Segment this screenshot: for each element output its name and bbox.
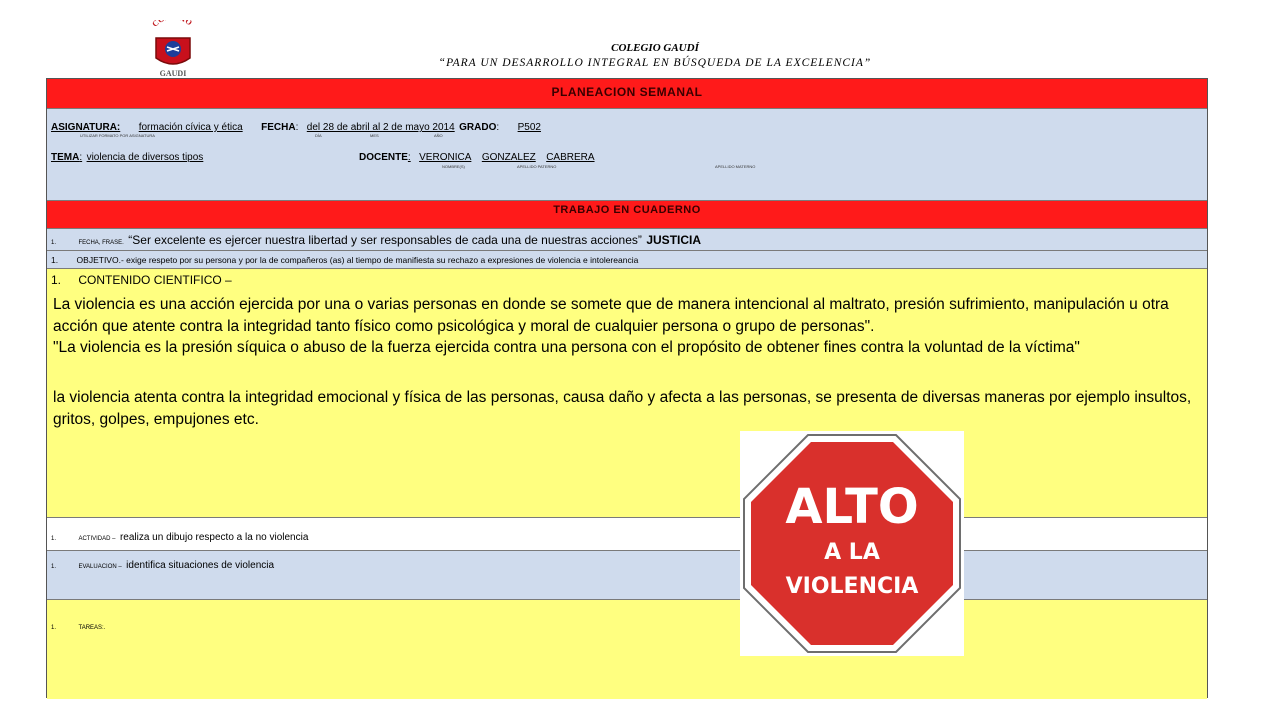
- grade-value: P502: [517, 122, 541, 133]
- content-row: [47, 269, 1207, 518]
- grade-label: GRADO: [459, 122, 497, 133]
- topic-label: TEMA: [51, 152, 80, 163]
- teacher-label: DOCENTE: [359, 152, 408, 163]
- school-name: COLEGIO GAUDÍ: [611, 42, 699, 54]
- evaluation-label: EVALUACION –: [78, 564, 122, 570]
- planning-sheet: [46, 78, 1208, 698]
- date-phrase-row: [47, 229, 1207, 251]
- homework-number: 1.: [51, 625, 57, 631]
- homework-label: TAREAS:.: [78, 625, 106, 631]
- hint-day: DÍA: [315, 133, 322, 138]
- evaluation-number: 1.: [51, 564, 57, 570]
- subject-value: formación cívica y ética: [138, 122, 243, 133]
- stop-sign-line-3: VIOLENCIA: [785, 574, 919, 599]
- planning-title-row: [47, 79, 1207, 109]
- stop-sign-line-1: ALTO: [785, 479, 919, 535]
- notebook-work-row: [47, 201, 1207, 229]
- subject-label: ASIGNATURA:: [51, 122, 121, 133]
- info-block: [47, 109, 1207, 201]
- evaluation-text: identifica situaciones de violencia: [126, 560, 275, 571]
- date-label: FECHA: [261, 122, 296, 133]
- hint-month: MES: [370, 133, 379, 138]
- teacher-maternal-surname: CABRERA: [546, 152, 595, 163]
- date-phrase-quote: “Ser excelente es ejercer nuestra libertad y ser responsables de cada una de nuestras acciones”: [128, 233, 642, 247]
- activity-number: 1.: [51, 536, 57, 542]
- activity-row: [47, 518, 1207, 551]
- subject-line: ASIGNATURA: formación cívica y ética FECHA: del 28 de abril al 2 de mayo 2014 GRADO: P502: [51, 117, 555, 135]
- svg-text:COLEGIO: [150, 20, 193, 29]
- topic-line: TEMA: violencia de diversos tipos: [51, 147, 207, 165]
- hint-names: NOMBRE(S): [442, 164, 465, 169]
- logo-text-top: C O: [150, 20, 194, 29]
- teacher-line: DOCENTE: VERONICA GONZALEZ CABRERA: [359, 152, 595, 163]
- objective-number: 1.: [51, 255, 59, 265]
- notebook-work-title: TRABAJO EN CUADERNO: [553, 204, 701, 216]
- hint-subject: UTILIZAR FORMATO POR ASIGNATURA: [80, 133, 155, 138]
- teacher-first-name: VERONICA: [419, 152, 472, 163]
- date-value: del 28 de abril al 2 de mayo 2014: [306, 122, 455, 133]
- objective-text: OBJETIVO.- exige respeto por su persona y por la de compañeros (as) al tiempo de manifiesta su rechazo a expresiones de violencia e intolereancia: [76, 255, 639, 265]
- homework-row: [47, 600, 1207, 699]
- content-heading: CONTENIDO CIENTIFICO –: [78, 273, 232, 287]
- school-motto: “PARA UN DESARROLLO INTEGRAL EN BÚSQUEDA DE LA EXCELENCIA”: [438, 57, 872, 69]
- content-paragraph-3: la violencia atenta contra la integridad emocional y física de las personas, causa daño y afecta a las personas, se presenta de diversas maneras por ejemplo insultos, gritos, golpes, empujones etc.: [53, 389, 1192, 428]
- content-heading-line: [51, 273, 232, 287]
- activity-label: ACTIVIDAD –: [78, 536, 116, 542]
- date-phrase-value: JUSTICIA: [646, 233, 702, 247]
- objective-row: [47, 251, 1207, 269]
- stop-violence-sign: [740, 431, 964, 656]
- content-paragraph-2: "La violencia es la presión síquica o abuso de la fuerza ejercida contra una persona con el propósito de obtener fines contra la voluntad de la víctima": [53, 339, 1080, 356]
- hint-paternal: APELLIDO PATERNO: [517, 164, 557, 169]
- logo-text-bottom: GAUDI: [159, 69, 187, 78]
- hint-maternal: APELLIDO MATERNO: [715, 164, 756, 169]
- date-phrase-label: FECHA, FRASE.: [78, 240, 124, 246]
- hint-year: AÑO: [434, 133, 443, 138]
- teacher-paternal-surname: GONZALEZ: [481, 152, 536, 163]
- planning-title: PLANEACION SEMANAL: [551, 85, 703, 99]
- evaluation-row: [47, 551, 1207, 600]
- topic-value: violencia de diversos tipos: [86, 152, 204, 163]
- activity-text: realiza un dibujo respecto a la no violencia: [119, 532, 309, 543]
- stop-sign-line-2: A LA: [824, 540, 880, 565]
- date-phrase-number: 1.: [51, 240, 57, 246]
- content-number: 1.: [51, 273, 62, 287]
- content-paragraph-1: La violencia es una acción ejercida por una o varias personas en donde se somete que de manera intencional al maltrato, presión sufrimiento, manipulación u otra acción que atente contra la integridad tanto físico como psicológica y moral de cualquier persona o grupo de personas".: [53, 296, 1169, 335]
